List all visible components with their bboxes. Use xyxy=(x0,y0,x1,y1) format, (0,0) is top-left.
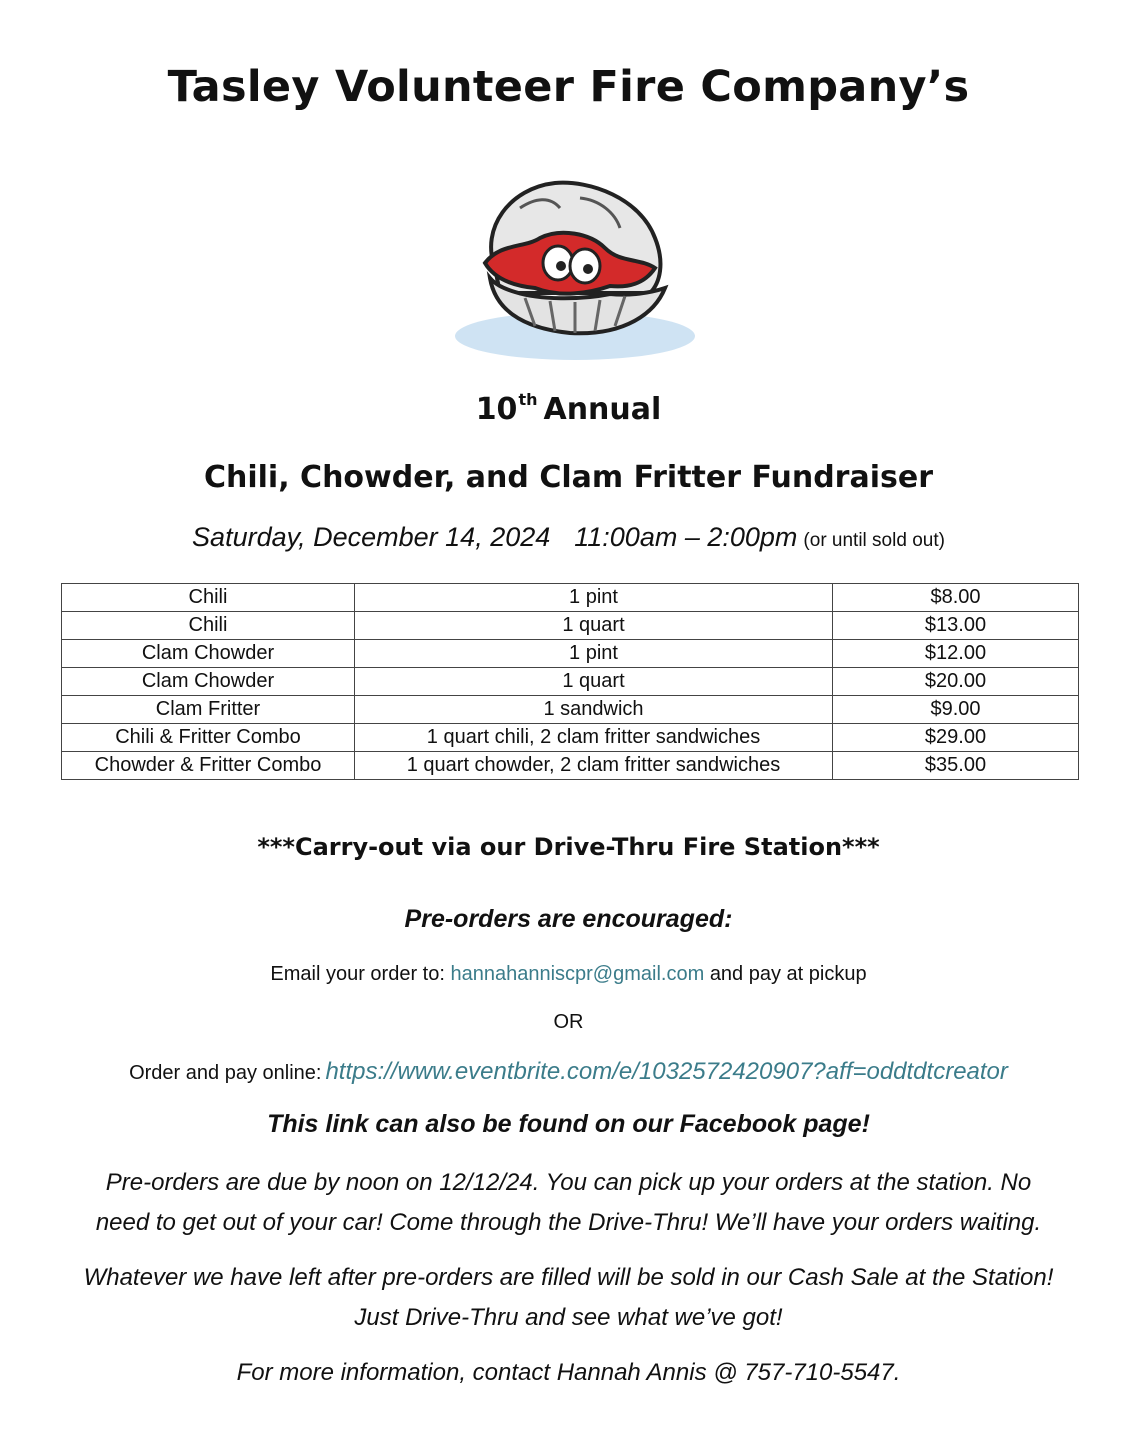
menu-price-cell: $9.00 xyxy=(833,696,1079,724)
or-divider: OR xyxy=(553,1011,584,1033)
menu-size-cell: 1 pint xyxy=(355,584,833,612)
email-link[interactable]: hannahanniscpr@gmail.com xyxy=(450,963,705,985)
table-row xyxy=(62,640,1079,668)
event-time: 11:00am – 2:00pm xyxy=(574,522,798,552)
email-prefix: Email your order to: xyxy=(270,963,445,985)
table-row xyxy=(62,752,1079,780)
table-row xyxy=(62,584,1079,612)
carry-out-note: ***Carry-out via our Drive-Thru Fire Station*** xyxy=(257,833,880,861)
flyer-title: Tasley Volunteer Fire Company’s xyxy=(167,62,970,112)
menu-size-cell: 1 sandwich xyxy=(355,696,833,724)
menu-size-cell: 1 quart xyxy=(355,612,833,640)
cash-sale-paragraph xyxy=(0,1258,1137,1338)
menu-size-cell: 1 pint xyxy=(355,640,833,668)
email-order-line xyxy=(0,963,1137,986)
menu-item-cell: Chili & Fritter Combo xyxy=(62,724,355,752)
table-row xyxy=(62,612,1079,640)
table-row xyxy=(62,724,1079,752)
menu-price-cell: $20.00 xyxy=(833,668,1079,696)
menu-item-cell: Clam Chowder xyxy=(62,640,355,668)
menu-item-cell: Chowder & Fritter Combo xyxy=(62,752,355,780)
table-row xyxy=(62,668,1079,696)
event-date: Saturday, December 14, 2024 xyxy=(192,522,551,552)
menu-size-cell: 1 quart chili, 2 clam fritter sandwiches xyxy=(355,724,833,752)
paragraph-line: Just Drive-Thru and see what we’ve got! xyxy=(354,1304,783,1331)
annual-word: Annual xyxy=(543,392,662,427)
menu-price-cell: $8.00 xyxy=(833,584,1079,612)
menu-item-cell: Chili xyxy=(62,584,355,612)
menu-price-cell: $12.00 xyxy=(833,640,1079,668)
menu-item-cell: Clam Fritter xyxy=(62,696,355,724)
contact-info: For more information, contact Hannah Annis @ 757-710-5547. xyxy=(236,1359,901,1386)
preorders-heading: Pre-orders are encouraged: xyxy=(404,905,733,933)
preorder-deadline-paragraph xyxy=(0,1163,1137,1243)
annual-heading xyxy=(0,390,1137,427)
annual-number: 10 xyxy=(475,392,518,427)
event-time-note: (or until sold out) xyxy=(803,530,945,551)
paragraph-line: Pre-orders are due by noon on 12/12/24. You can pick up your orders at the station. No xyxy=(105,1169,1032,1196)
menu-table xyxy=(61,583,1079,780)
table-row xyxy=(62,696,1079,724)
menu-item-cell: Clam Chowder xyxy=(62,668,355,696)
online-order-line xyxy=(0,1058,1137,1086)
menu-price-cell: $35.00 xyxy=(833,752,1079,780)
event-name: Chili, Chowder, and Clam Fritter Fundraiser xyxy=(203,460,933,495)
email-suffix: and pay at pickup xyxy=(709,963,867,985)
eventbrite-link[interactable]: https://www.eventbrite.com/e/1032572420907?aff=oddtdtcreator xyxy=(325,1058,1008,1085)
facebook-note: This link can also be found on our Facebook page! xyxy=(267,1110,870,1138)
online-prefix: Order and pay online: xyxy=(129,1062,322,1084)
menu-price-cell: $29.00 xyxy=(833,724,1079,752)
menu-price-cell: $13.00 xyxy=(833,612,1079,640)
annual-ordinal: th xyxy=(518,390,538,409)
event-datetime xyxy=(0,522,1137,553)
menu-size-cell: 1 quart xyxy=(355,668,833,696)
paragraph-line: Whatever we have left after pre-orders are filled will be sold in our Cash Sale at the Station! xyxy=(83,1264,1054,1291)
menu-item-cell: Chili xyxy=(62,612,355,640)
paragraph-line: need to get out of your car! Come through the Drive-Thru! We’ll have your orders waiting. xyxy=(95,1209,1042,1236)
cartoon-clam-icon xyxy=(440,168,710,378)
menu-size-cell: 1 quart chowder, 2 clam fritter sandwiches xyxy=(355,752,833,780)
